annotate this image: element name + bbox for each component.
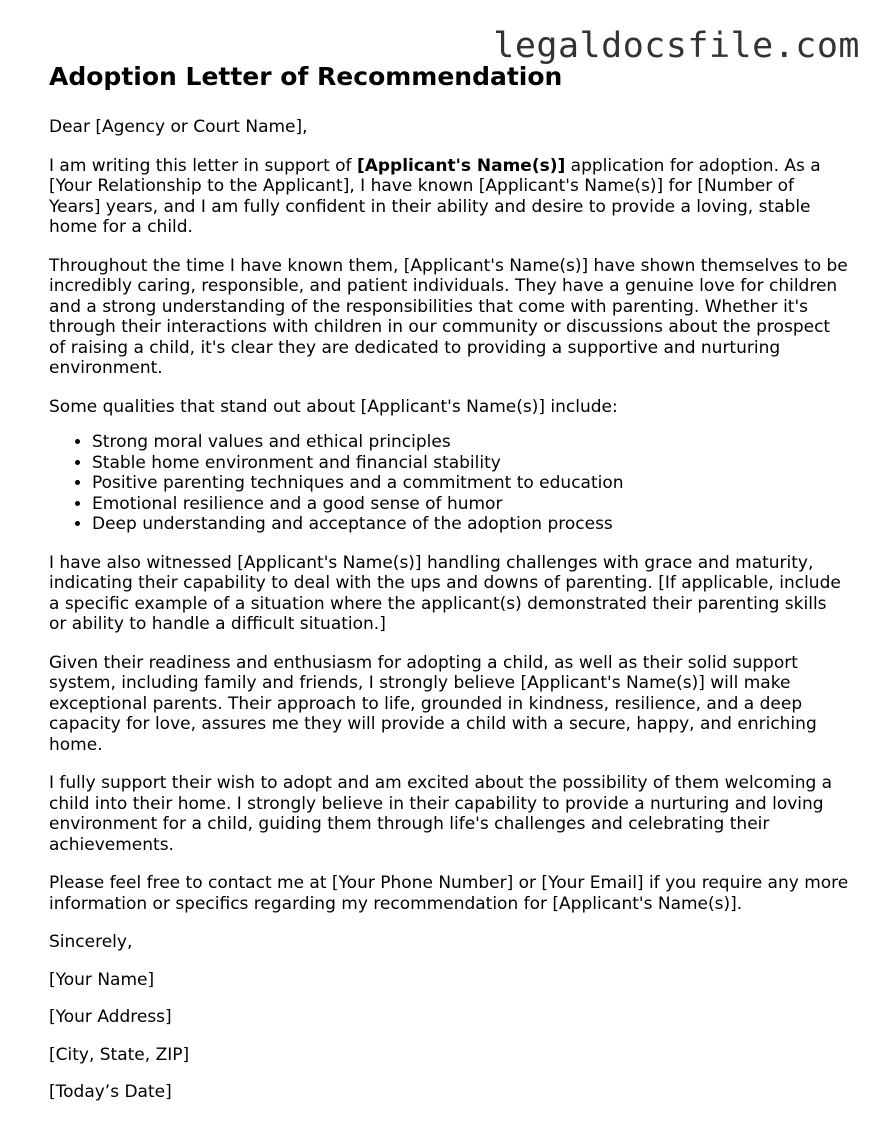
intro-text-before: I am writing this letter in support of: [49, 155, 357, 176]
list-item: • Strong moral values and ethical principles: [92, 432, 849, 453]
list-item: • Stable home environment and financial stability: [92, 453, 849, 474]
intro-paragraph: [49, 156, 849, 238]
list-item: • Deep understanding and acceptance of the adoption process: [92, 514, 849, 535]
paragraph-contact: Please feel free to contact me at [Your Phone Number] or [Your Email] if you require any more information or specifics regarding my recommendation for [Applicant's Name(s)].: [49, 873, 849, 914]
paragraph-character: Throughout the time I have known them, [Applicant's Name(s)] have shown themselves to be incredibly caring, responsible, and patient individuals. They have a genuine love for children and a strong understanding of the responsibilities that come with parenting. Whether it's through their interactions with children in our community or discussions about the prospect of raising a child, it's clear they are dedicated to providing a supportive and nurturing environment.: [49, 255, 848, 378]
page-title: Adoption Letter of Recommendation: [49, 62, 563, 91]
qualities-list: [49, 432, 849, 535]
applicant-name-bold: [Applicant's Name(s)]: [356, 155, 566, 176]
salutation: Dear [Agency or Court Name],: [49, 117, 308, 137]
letter-body: [49, 62, 849, 1120]
signature-date: [Today’s Date]: [49, 1082, 172, 1102]
qualities-intro: Some qualities that stand out about [Applicant's Name(s)] include:: [49, 396, 618, 417]
intro-text-after: application for adoption. As a [Your Relationship to the Applicant], I have known [Applicant's Name(s)] for [Number of Years] years, and I am fully confident in their ability and desire to provide a loving, stable home for a child.: [49, 155, 821, 237]
paragraph-readiness: Given their readiness and enthusiasm for adopting a child, as well as their solid support system, including family and friends, I strongly believe [Applicant's Name(s)] will make exceptional parents. Their approach to life, grounded in kindness, resilience, and a deep capacity for love, assures me they will provide a child with a secure, happy, and enriching home.: [49, 652, 817, 755]
signature-name: [Your Name]: [49, 969, 155, 990]
list-item: • Emotional resilience and a good sense of humor: [92, 494, 849, 515]
paragraph-support: I fully support their wish to adopt and am excited about the possibility of them welcoming a child into their home. I strongly believe in their capability to provide a nurturing and loving environment for a child, guiding them through life's challenges and celebrating their achievements.: [49, 773, 833, 855]
signature-city: [City, State, ZIP]: [49, 1044, 190, 1065]
list-item: • Positive parenting techniques and a commitment to education: [92, 473, 849, 494]
paragraph-challenges: I have also witnessed [Applicant's Name(s)] handling challenges with grace and maturity, indicating their capability to deal with the ups and downs of parenting. [If applicable, include a specific example of a situation where the applicant(s) demonstrated their parenting skills or ability to handle a difficult situation.]: [49, 552, 841, 634]
watermark-text: legaldocsfile.com: [493, 26, 860, 66]
closing: Sincerely,: [49, 932, 133, 952]
signature-address: [Your Address]: [49, 1007, 172, 1027]
